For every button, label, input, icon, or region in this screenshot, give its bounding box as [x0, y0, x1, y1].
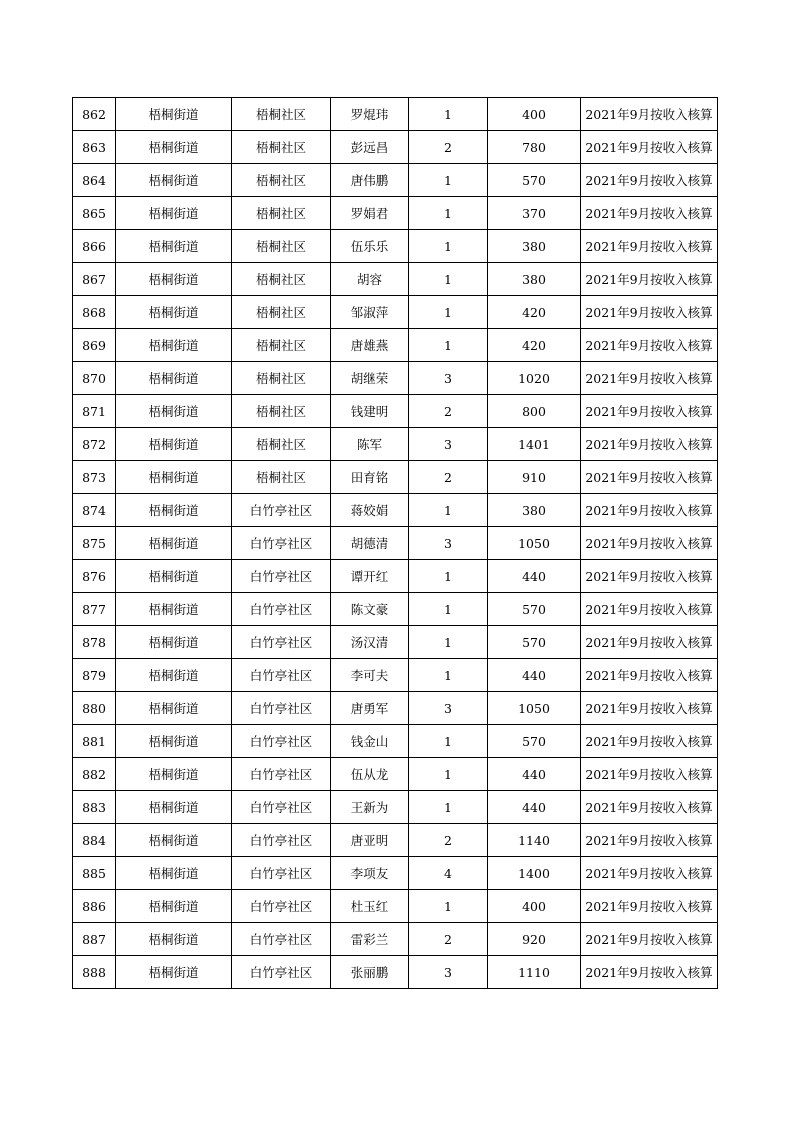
table-row	[73, 395, 718, 428]
table-row	[73, 164, 718, 197]
basis-cell: 2021年9月按收入核算	[581, 956, 718, 989]
amount-cell: 380	[488, 494, 581, 527]
row-number-cell: 871	[73, 395, 116, 428]
household-size-cell: 4	[409, 857, 488, 890]
community-cell: 白竹亭社区	[232, 725, 331, 758]
table-row	[73, 230, 718, 263]
table-row	[73, 329, 718, 362]
street-cell: 梧桐街道	[116, 527, 232, 560]
name-cell: 伍乐乐	[331, 230, 409, 263]
name-cell: 李项友	[331, 857, 409, 890]
community-cell: 梧桐社区	[232, 230, 331, 263]
street-cell: 梧桐街道	[116, 131, 232, 164]
name-cell: 钱建明	[331, 395, 409, 428]
household-size-cell: 1	[409, 758, 488, 791]
street-cell: 梧桐街道	[116, 428, 232, 461]
row-number-cell: 875	[73, 527, 116, 560]
table-row	[73, 263, 718, 296]
household-size-cell: 1	[409, 296, 488, 329]
amount-cell: 570	[488, 164, 581, 197]
table-row	[73, 659, 718, 692]
name-cell: 田育铭	[331, 461, 409, 494]
street-cell: 梧桐街道	[116, 692, 232, 725]
name-cell: 杜玉红	[331, 890, 409, 923]
row-number-cell: 878	[73, 626, 116, 659]
table-row	[73, 362, 718, 395]
amount-cell: 910	[488, 461, 581, 494]
row-number-cell: 866	[73, 230, 116, 263]
basis-cell: 2021年9月按收入核算	[581, 890, 718, 923]
basis-cell: 2021年9月按收入核算	[581, 230, 718, 263]
community-cell: 白竹亭社区	[232, 692, 331, 725]
household-size-cell: 2	[409, 824, 488, 857]
community-cell: 梧桐社区	[232, 362, 331, 395]
amount-cell: 1401	[488, 428, 581, 461]
household-size-cell: 1	[409, 560, 488, 593]
household-size-cell: 2	[409, 131, 488, 164]
table-body	[73, 98, 718, 989]
household-size-cell: 3	[409, 956, 488, 989]
name-cell: 唐亚明	[331, 824, 409, 857]
amount-cell: 1050	[488, 527, 581, 560]
street-cell: 梧桐街道	[116, 824, 232, 857]
basis-cell: 2021年9月按收入核算	[581, 560, 718, 593]
row-number-cell: 888	[73, 956, 116, 989]
street-cell: 梧桐街道	[116, 626, 232, 659]
community-cell: 梧桐社区	[232, 395, 331, 428]
basis-cell: 2021年9月按收入核算	[581, 428, 718, 461]
name-cell: 钱金山	[331, 725, 409, 758]
street-cell: 梧桐街道	[116, 395, 232, 428]
amount-cell: 440	[488, 659, 581, 692]
name-cell: 胡德清	[331, 527, 409, 560]
basis-cell: 2021年9月按收入核算	[581, 296, 718, 329]
name-cell: 彭远昌	[331, 131, 409, 164]
basis-cell: 2021年9月按收入核算	[581, 164, 718, 197]
row-number-cell: 880	[73, 692, 116, 725]
amount-cell: 1050	[488, 692, 581, 725]
table-row	[73, 527, 718, 560]
household-size-cell: 1	[409, 659, 488, 692]
basis-cell: 2021年9月按收入核算	[581, 758, 718, 791]
street-cell: 梧桐街道	[116, 461, 232, 494]
row-number-cell: 883	[73, 791, 116, 824]
name-cell: 谭开红	[331, 560, 409, 593]
row-number-cell: 881	[73, 725, 116, 758]
street-cell: 梧桐街道	[116, 659, 232, 692]
row-number-cell: 886	[73, 890, 116, 923]
name-cell: 罗娟君	[331, 197, 409, 230]
row-number-cell: 879	[73, 659, 116, 692]
table-row	[73, 791, 718, 824]
household-size-cell: 3	[409, 362, 488, 395]
amount-cell: 370	[488, 197, 581, 230]
household-size-cell: 1	[409, 230, 488, 263]
street-cell: 梧桐街道	[116, 362, 232, 395]
amount-cell: 780	[488, 131, 581, 164]
community-cell: 白竹亭社区	[232, 593, 331, 626]
name-cell: 邹淑萍	[331, 296, 409, 329]
basis-cell: 2021年9月按收入核算	[581, 725, 718, 758]
community-cell: 白竹亭社区	[232, 494, 331, 527]
row-number-cell: 863	[73, 131, 116, 164]
basis-cell: 2021年9月按收入核算	[581, 362, 718, 395]
street-cell: 梧桐街道	[116, 857, 232, 890]
community-cell: 白竹亭社区	[232, 824, 331, 857]
basis-cell: 2021年9月按收入核算	[581, 98, 718, 131]
amount-cell: 570	[488, 593, 581, 626]
community-cell: 白竹亭社区	[232, 527, 331, 560]
household-size-cell: 1	[409, 197, 488, 230]
household-size-cell: 1	[409, 890, 488, 923]
basis-cell: 2021年9月按收入核算	[581, 626, 718, 659]
community-cell: 梧桐社区	[232, 98, 331, 131]
name-cell: 罗焜玮	[331, 98, 409, 131]
community-cell: 白竹亭社区	[232, 560, 331, 593]
household-size-cell: 3	[409, 692, 488, 725]
amount-cell: 380	[488, 230, 581, 263]
table-row	[73, 857, 718, 890]
household-size-cell: 1	[409, 329, 488, 362]
row-number-cell: 887	[73, 923, 116, 956]
name-cell: 雷彩兰	[331, 923, 409, 956]
name-cell: 陈军	[331, 428, 409, 461]
community-cell: 梧桐社区	[232, 197, 331, 230]
amount-cell: 420	[488, 329, 581, 362]
household-size-cell: 1	[409, 791, 488, 824]
amount-cell: 800	[488, 395, 581, 428]
community-cell: 梧桐社区	[232, 296, 331, 329]
street-cell: 梧桐街道	[116, 230, 232, 263]
community-cell: 梧桐社区	[232, 131, 331, 164]
table-row	[73, 923, 718, 956]
street-cell: 梧桐街道	[116, 923, 232, 956]
name-cell: 王新为	[331, 791, 409, 824]
household-size-cell: 1	[409, 626, 488, 659]
basis-cell: 2021年9月按收入核算	[581, 659, 718, 692]
name-cell: 唐雄燕	[331, 329, 409, 362]
row-number-cell: 865	[73, 197, 116, 230]
basis-cell: 2021年9月按收入核算	[581, 791, 718, 824]
row-number-cell: 872	[73, 428, 116, 461]
basis-cell: 2021年9月按收入核算	[581, 692, 718, 725]
row-number-cell: 885	[73, 857, 116, 890]
household-size-cell: 1	[409, 494, 488, 527]
name-cell: 李可夫	[331, 659, 409, 692]
basis-cell: 2021年9月按收入核算	[581, 263, 718, 296]
basis-cell: 2021年9月按收入核算	[581, 461, 718, 494]
basis-cell: 2021年9月按收入核算	[581, 593, 718, 626]
street-cell: 梧桐街道	[116, 890, 232, 923]
table-row	[73, 428, 718, 461]
street-cell: 梧桐街道	[116, 494, 232, 527]
street-cell: 梧桐街道	[116, 263, 232, 296]
amount-cell: 1400	[488, 857, 581, 890]
amount-cell: 440	[488, 560, 581, 593]
community-cell: 梧桐社区	[232, 329, 331, 362]
basis-cell: 2021年9月按收入核算	[581, 197, 718, 230]
amount-cell: 1020	[488, 362, 581, 395]
amount-cell: 420	[488, 296, 581, 329]
table-row	[73, 560, 718, 593]
basis-cell: 2021年9月按收入核算	[581, 923, 718, 956]
name-cell: 唐伟鹏	[331, 164, 409, 197]
street-cell: 梧桐街道	[116, 164, 232, 197]
community-cell: 白竹亭社区	[232, 956, 331, 989]
street-cell: 梧桐街道	[116, 593, 232, 626]
household-size-cell: 2	[409, 461, 488, 494]
row-number-cell: 868	[73, 296, 116, 329]
community-cell: 白竹亭社区	[232, 626, 331, 659]
table-row	[73, 197, 718, 230]
amount-cell: 570	[488, 626, 581, 659]
street-cell: 梧桐街道	[116, 197, 232, 230]
row-number-cell: 876	[73, 560, 116, 593]
community-cell: 白竹亭社区	[232, 857, 331, 890]
row-number-cell: 884	[73, 824, 116, 857]
name-cell: 伍从龙	[331, 758, 409, 791]
name-cell: 胡容	[331, 263, 409, 296]
community-cell: 白竹亭社区	[232, 659, 331, 692]
amount-cell: 920	[488, 923, 581, 956]
table-row	[73, 758, 718, 791]
row-number-cell: 870	[73, 362, 116, 395]
table-row	[73, 98, 718, 131]
community-cell: 白竹亭社区	[232, 890, 331, 923]
basis-cell: 2021年9月按收入核算	[581, 131, 718, 164]
street-cell: 梧桐街道	[116, 791, 232, 824]
table-row	[73, 494, 718, 527]
row-number-cell: 874	[73, 494, 116, 527]
name-cell: 蒋姣娟	[331, 494, 409, 527]
amount-cell: 400	[488, 98, 581, 131]
household-size-cell: 1	[409, 98, 488, 131]
name-cell: 陈文豪	[331, 593, 409, 626]
basis-cell: 2021年9月按收入核算	[581, 824, 718, 857]
amount-cell: 380	[488, 263, 581, 296]
table-row	[73, 956, 718, 989]
household-size-cell: 3	[409, 428, 488, 461]
table-row	[73, 626, 718, 659]
name-cell: 唐勇军	[331, 692, 409, 725]
basis-cell: 2021年9月按收入核算	[581, 857, 718, 890]
community-cell: 梧桐社区	[232, 164, 331, 197]
table-row	[73, 461, 718, 494]
table-row	[73, 593, 718, 626]
row-number-cell: 867	[73, 263, 116, 296]
basis-cell: 2021年9月按收入核算	[581, 395, 718, 428]
row-number-cell: 882	[73, 758, 116, 791]
community-cell: 白竹亭社区	[232, 758, 331, 791]
basis-cell: 2021年9月按收入核算	[581, 494, 718, 527]
amount-cell: 440	[488, 758, 581, 791]
street-cell: 梧桐街道	[116, 296, 232, 329]
row-number-cell: 869	[73, 329, 116, 362]
row-number-cell: 864	[73, 164, 116, 197]
row-number-cell: 873	[73, 461, 116, 494]
table-row	[73, 692, 718, 725]
street-cell: 梧桐街道	[116, 329, 232, 362]
street-cell: 梧桐街道	[116, 956, 232, 989]
amount-cell: 1110	[488, 956, 581, 989]
amount-cell: 570	[488, 725, 581, 758]
table-row	[73, 296, 718, 329]
table-row	[73, 725, 718, 758]
street-cell: 梧桐街道	[116, 725, 232, 758]
amount-cell: 440	[488, 791, 581, 824]
data-table	[72, 97, 718, 989]
table-row	[73, 131, 718, 164]
basis-cell: 2021年9月按收入核算	[581, 527, 718, 560]
row-number-cell: 862	[73, 98, 116, 131]
community-cell: 梧桐社区	[232, 461, 331, 494]
name-cell: 张丽鹏	[331, 956, 409, 989]
amount-cell: 400	[488, 890, 581, 923]
community-cell: 梧桐社区	[232, 263, 331, 296]
household-size-cell: 1	[409, 263, 488, 296]
row-number-cell: 877	[73, 593, 116, 626]
household-size-cell: 2	[409, 923, 488, 956]
community-cell: 白竹亭社区	[232, 791, 331, 824]
street-cell: 梧桐街道	[116, 98, 232, 131]
household-size-cell: 1	[409, 725, 488, 758]
name-cell: 汤汉清	[331, 626, 409, 659]
community-cell: 梧桐社区	[232, 428, 331, 461]
household-size-cell: 3	[409, 527, 488, 560]
table-row	[73, 824, 718, 857]
name-cell: 胡继荣	[331, 362, 409, 395]
street-cell: 梧桐街道	[116, 758, 232, 791]
amount-cell: 1140	[488, 824, 581, 857]
household-size-cell: 2	[409, 395, 488, 428]
household-size-cell: 1	[409, 593, 488, 626]
community-cell: 白竹亭社区	[232, 923, 331, 956]
street-cell: 梧桐街道	[116, 560, 232, 593]
table-row	[73, 890, 718, 923]
basis-cell: 2021年9月按收入核算	[581, 329, 718, 362]
household-size-cell: 1	[409, 164, 488, 197]
